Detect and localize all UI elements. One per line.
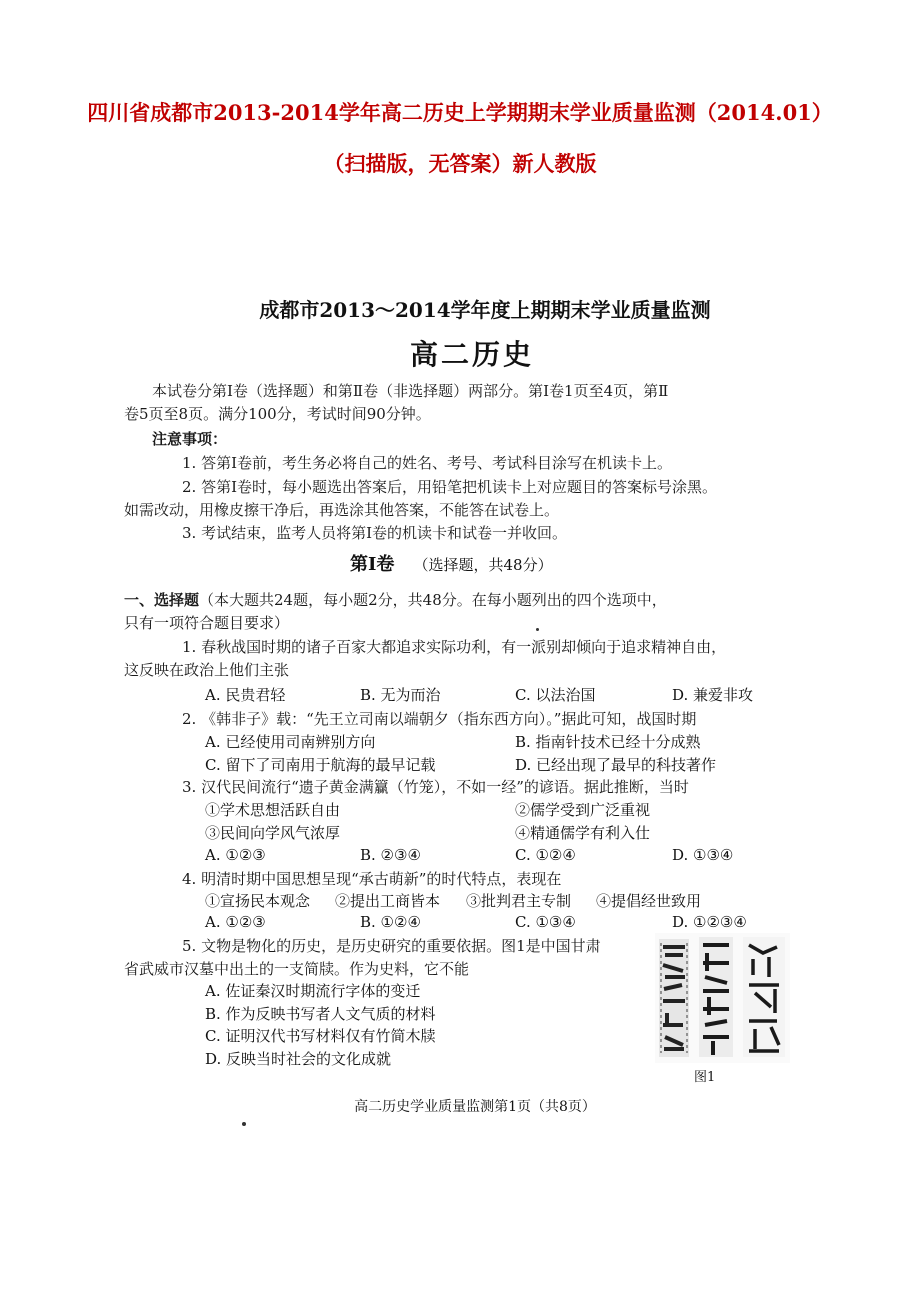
- slip-strip-middle: [699, 937, 733, 1057]
- scan-speck: [242, 1122, 246, 1126]
- intro-line2: 卷5页至8页。满分100分，考试时间90分钟。: [124, 405, 431, 423]
- question-1-option-b: B. 无为而治: [360, 686, 441, 704]
- slip-strip-left: [659, 939, 689, 1057]
- question-2: 2. 《韩非子》载：“先王立司南以端朝夕（指东西方向）。”据此可知，战国时期: [182, 710, 697, 728]
- notice-title: 注意事项：: [152, 430, 228, 448]
- section-heading: [350, 550, 553, 576]
- notice-item-2b: 如需改动，用橡皮擦干净后，再选涂其他答案，不能答在试卷上。: [124, 501, 560, 519]
- question-4-item-2: ②提出工商皆本: [335, 892, 441, 910]
- question-4-item-3: ③批判君主专制: [466, 892, 572, 910]
- question-5-line2: 省武威市汉墓中出土的一支简牍。作为史料，它不能: [124, 960, 470, 978]
- question-5-option-c: C. 证明汉代书写材料仅有竹简木牍: [205, 1027, 436, 1045]
- question-3-option-c: C. ①②④: [515, 846, 576, 864]
- notice-item-2a: 2. 答第Ⅰ卷时，每小题选出答案后，用铅笔把机读卡上对应题目的答案标号涂黑。: [182, 478, 718, 496]
- question-4-option-d: D. ①②③④: [672, 913, 747, 931]
- question-1-option-c: C. 以法治国: [515, 686, 596, 704]
- notice-item-1: 1. 答第Ⅰ卷前，考生务必将自己的姓名、考号、考试科目涂写在机读卡上。: [182, 454, 673, 472]
- exam-subject: 高二历史: [409, 338, 534, 371]
- figure-caption: 图1: [694, 1070, 716, 1085]
- intro-line1: 本试卷分第Ⅰ卷（选择题）和第Ⅱ卷（非选择题）两部分。第Ⅰ卷1页至4页，第Ⅱ: [152, 382, 669, 400]
- slip-strip-right: [743, 937, 785, 1057]
- question-3-option-a: A. ①②③: [205, 846, 266, 864]
- question-3-item-1: ①学术思想活跃自由: [205, 801, 341, 819]
- question-1-option-d: D. 兼爱非攻: [672, 686, 754, 704]
- section-subtitle: （选择题，共48分）: [413, 556, 553, 574]
- question-2-option-c: C. 留下了司南用于航海的最早记载: [205, 756, 436, 774]
- notice-item-3: 3. 考试结束，监考人员将第Ⅰ卷的机读卡和试卷一并收回。: [182, 524, 568, 542]
- question-5-option-d: D. 反映当时社会的文化成就: [205, 1050, 392, 1068]
- question-4-option-c: C. ①③④: [515, 913, 576, 931]
- choice-instructions-line2: 只有一项符合题目要求）: [124, 614, 290, 632]
- question-5-option-b: B. 作为反映书写者人文气质的材料: [205, 1005, 436, 1023]
- section-title: 第Ⅰ卷: [350, 554, 395, 575]
- question-1-option-a: A. 民贵君轻: [205, 686, 286, 704]
- question-2-option-b: B. 指南针技术已经十分成熟: [515, 733, 701, 751]
- question-2-option-a: A. 已经使用司南辨别方向: [205, 733, 376, 751]
- document-title-line2: （扫描版，无答案）新人教版: [323, 151, 597, 176]
- question-3-item-4: ④精通儒学有利入仕: [515, 824, 651, 842]
- choice-label: 一、选择题: [124, 591, 200, 609]
- question-3: 3. 汉代民间流行“遗子黄金满籯（竹笼），不如一经”的谚语。据此推断，当时: [182, 778, 689, 796]
- question-1-line1: 1. 春秋战国时期的诸子百家大都追求实际功利，有一派别却倾向于追求精神自由，: [182, 638, 727, 656]
- page-footer: 高二历史学业质量监测第1页（共8页）: [354, 1099, 596, 1115]
- bamboo-slip-figure: [655, 933, 790, 1063]
- document-title-line1: 四川省成都市2013-2014学年高二历史上学期期末学业质量监测（2014.01）: [87, 100, 833, 125]
- question-2-option-d: D. 已经出现了最早的科技著作: [515, 756, 717, 774]
- question-5-option-a: A. 佐证秦汉时期流行字体的变迁: [205, 982, 421, 1000]
- exam-title: 成都市2013～2014学年度上期期末学业质量监测: [259, 298, 711, 322]
- question-3-item-2: ②儒学受到广泛重视: [515, 801, 651, 819]
- question-1-line2: 这反映在政治上他们主张: [124, 661, 290, 679]
- question-3-option-d: D. ①③④: [672, 846, 734, 864]
- choice-instructions-line1: [124, 589, 667, 610]
- scan-speck: [536, 628, 539, 631]
- question-4-item-1: ①宣扬民本观念: [205, 892, 311, 910]
- question-5-line1: 5. 文物是物化的历史，是历史研究的重要依据。图1是中国甘肃: [182, 937, 601, 955]
- question-4-option-a: A. ①②③: [205, 913, 266, 931]
- question-3-item-3: ③民间向学风气浓厚: [205, 824, 341, 842]
- question-3-option-b: B. ②③④: [360, 846, 421, 864]
- question-4-item-4: ④提倡经世致用: [596, 892, 702, 910]
- question-4-option-b: B. ①②④: [360, 913, 421, 931]
- question-4: 4. 明清时期中国思想呈现“承古萌新”的时代特点，表现在: [182, 870, 562, 888]
- choice-instructions-text: （本大题共24题，每小题2分，共48分。在每小题列出的四个选项中，: [199, 591, 667, 609]
